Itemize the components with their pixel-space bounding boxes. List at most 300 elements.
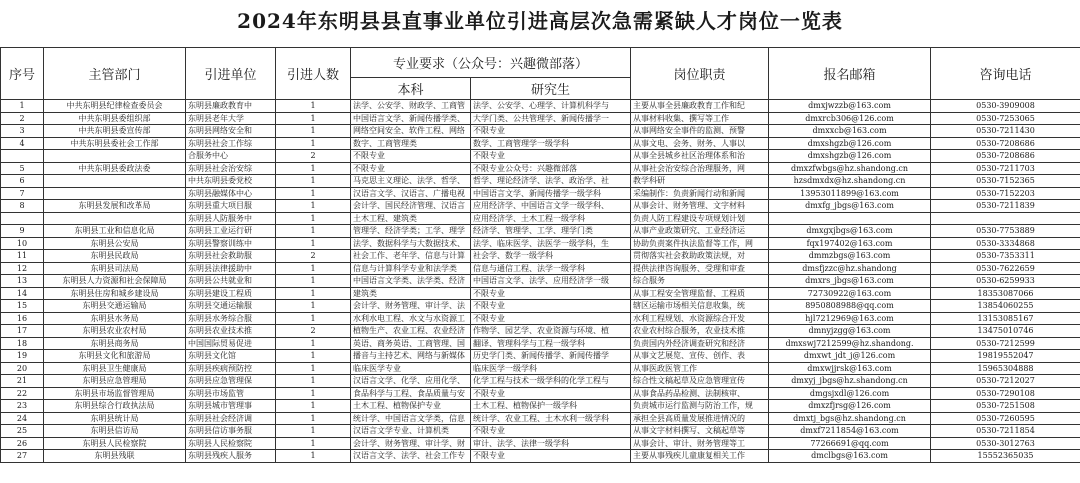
cell-count: 1 [276, 375, 351, 388]
table-row [1, 112, 1080, 125]
cell-unit: 中国国际贸易促进 [186, 337, 276, 350]
cell-duty: 从事文字材料撰写、文稿起草等 [631, 425, 769, 438]
cell-unit: 东明县建设工程质 [186, 287, 276, 300]
table-row [1, 137, 1080, 150]
cell-count: 1 [276, 412, 351, 425]
cell-email[interactable]: dmsfjzzc@hz.shandong [769, 262, 931, 275]
header-unit: 引进单位 [186, 48, 276, 100]
cell-count: 1 [276, 362, 351, 375]
cell-seq: 18 [1, 337, 44, 350]
cell-grad: 不限专业 [471, 125, 631, 138]
cell-dept: 东明县司法局 [44, 262, 186, 275]
cell-phone: 0530-7260595 [931, 412, 1080, 425]
cell-email[interactable]: hzsdmxdx@hz.shandong.cn [769, 175, 931, 188]
cell-unit: 东明县市场监管 [186, 387, 276, 400]
cell-dept: 东明县综合行政执法局 [44, 400, 186, 413]
cell-undergrad: 法学、公安学、财政学、工商管 [351, 100, 471, 113]
cell-seq: 9 [1, 225, 44, 238]
cell-unit: 东明县重大项目服 [186, 200, 276, 213]
header-duty: 岗位职责 [631, 48, 769, 100]
cell-dept: 东明县交通运输局 [44, 300, 186, 313]
cell-unit: 东明县社会救助服 [186, 250, 276, 263]
table-row [1, 412, 1080, 425]
cell-seq: 1 [1, 100, 44, 113]
cell-count: 2 [276, 150, 351, 163]
cell-duty: 提供法律咨询服务、受理和审查 [631, 262, 769, 275]
cell-duty: 从事全县城乡社区治理体系和治 [631, 150, 769, 163]
cell-email[interactable]: 13953011899@163.com [769, 187, 931, 200]
cell-unit: 东明县疾病预防控 [186, 362, 276, 375]
cell-unit: 东明县工业运行研 [186, 225, 276, 238]
cell-phone: 0530-7253065 [931, 112, 1080, 125]
cell-email[interactable]: 8950808988@qq.com [769, 300, 931, 313]
table-row [1, 225, 1080, 238]
cell-undergrad: 法学、数据科学与大数据技术、 [351, 237, 471, 250]
cell-count: 1 [276, 100, 351, 113]
cell-undergrad: 土木工程、植物保护专业 [351, 400, 471, 413]
cell-undergrad: 汉语言文学、化学、应用化学、 [351, 375, 471, 388]
cell-count: 1 [276, 287, 351, 300]
cell-dept: 东明县应急管理局 [44, 375, 186, 388]
cell-duty: 综合服务 [631, 275, 769, 288]
cell-unit: 东明县社会工作综 [186, 137, 276, 150]
cell-phone: 0530-7208686 [931, 150, 1080, 163]
cell-grad: 不限专业 [471, 425, 631, 438]
table-row [1, 262, 1080, 275]
cell-duty: 从事产业政策研究、工业经济运 [631, 225, 769, 238]
table-row [1, 187, 1080, 200]
cell-seq: 24 [1, 412, 44, 425]
cell-grad: 应用经济学、土木工程一级学科 [471, 212, 631, 225]
table-row [1, 325, 1080, 338]
cell-grad: 不限专业 [471, 450, 631, 463]
cell-duty: 主要从事残疾儿童康复相关工作 [631, 450, 769, 463]
cell-seq: 13 [1, 275, 44, 288]
cell-count: 1 [276, 175, 351, 188]
cell-undergrad: 管理学、经济学类；工学、理学 [351, 225, 471, 238]
cell-seq: 26 [1, 437, 44, 450]
cell-duty: 农业农村综合服务，农业技术推 [631, 325, 769, 338]
cell-dept: 东明县市场监督管理局 [44, 387, 186, 400]
cell-unit: 东明县水务综合服 [186, 312, 276, 325]
cell-grad: 中国语言文学、新闻传播学一级学科 [471, 187, 631, 200]
cell-count: 1 [276, 212, 351, 225]
cell-email[interactable]: 77266691@qq.com [769, 437, 931, 450]
cell-phone: 0530-7251508 [931, 400, 1080, 413]
cell-dept: 东明县农业农村局 [44, 325, 186, 338]
table-row [1, 200, 1080, 213]
header-email: 报名邮箱 [769, 48, 931, 100]
cell-undergrad: 汉语言文学、汉语言、广播电视 [351, 187, 471, 200]
cell-undergrad: 汉语言文学专业、计算机类 [351, 425, 471, 438]
cell-duty: 承担全县高质量发展推进情况的 [631, 412, 769, 425]
cell-phone: 0530-7211854 [931, 425, 1080, 438]
cell-email[interactable]: dmxxcb@163.com [769, 125, 931, 138]
cell-seq: 19 [1, 350, 44, 363]
cell-seq: 16 [1, 312, 44, 325]
cell-duty: 协助负责案件执法监督等工作，网 [631, 237, 769, 250]
header-grad: 研究生 [471, 78, 631, 100]
cell-grad: 数学、工商管理学一级学科 [471, 137, 631, 150]
cell-grad: 经济学、管理学、工学、理学门类 [471, 225, 631, 238]
header-major-requirement: 专业要求（公众号：兴趣微部落） [351, 48, 631, 78]
cell-seq: 11 [1, 250, 44, 263]
cell-grad: 中国语言文学、法学、应用经济学一级 [471, 275, 631, 288]
cell-undergrad: 不限专业 [351, 162, 471, 175]
cell-grad: 不限专业 [471, 312, 631, 325]
cell-phone: 0530-7290108 [931, 387, 1080, 400]
cell-email[interactable]: dmxrcb306@126.com [769, 112, 931, 125]
cell-count: 2 [276, 250, 351, 263]
cell-dept: 东明县卫生健康局 [44, 362, 186, 375]
cell-phone: 0530-3909008 [931, 100, 1080, 113]
cell-phone: 13475010746 [931, 325, 1080, 338]
cell-dept: 中共东明县委宣传部 [44, 125, 186, 138]
cell-unit: 东明县信访事务服 [186, 425, 276, 438]
cell-phone: 0530-7353311 [931, 250, 1080, 263]
cell-undergrad: 植物生产、农业工程、农业经济 [351, 325, 471, 338]
header-dept: 主管部门 [44, 48, 186, 100]
cell-seq: 27 [1, 450, 44, 463]
cell-unit: 东明县文化馆 [186, 350, 276, 363]
cell-dept: 东明县文化和旅游局 [44, 350, 186, 363]
cell-dept: 东明县发展和改革局 [44, 200, 186, 213]
cell-undergrad: 网络空间安全、软件工程、网络 [351, 125, 471, 138]
cell-email[interactable]: dmmzbgs@163.com [769, 250, 931, 263]
cell-phone: 15965304888 [931, 362, 1080, 375]
cell-unit: 东明县网络安全和 [186, 125, 276, 138]
cell-dept: 东明县信访局 [44, 425, 186, 438]
cell-email[interactable]: dmxwt_jdt_j@126.com [769, 350, 931, 363]
cell-undergrad: 英语、商务英语、工商管理、国 [351, 337, 471, 350]
cell-duty: 负责城市运行监测与防治工作，规 [631, 400, 769, 413]
job-table [0, 47, 1080, 463]
cell-phone: 13854060255 [931, 300, 1080, 313]
cell-email[interactable]: dmxfg_jbgs@163.com [769, 200, 931, 213]
cell-unit: 东明县残疾人服务 [186, 450, 276, 463]
cell-dept: 东明县统计局 [44, 412, 186, 425]
cell-seq: 5 [1, 162, 44, 175]
cell-grad: 不限专业公众号：兴趣微部落 [471, 162, 631, 175]
cell-count: 1 [276, 400, 351, 413]
cell-count: 1 [276, 300, 351, 313]
cell-count: 1 [276, 437, 351, 450]
table-row [1, 100, 1080, 113]
cell-unit: 东明县应急管理保 [186, 375, 276, 388]
cell-grad: 土木工程、植物保护一级学科 [471, 400, 631, 413]
table-row [1, 337, 1080, 350]
cell-undergrad: 中国语言文学类、法学类、经济 [351, 275, 471, 288]
table-row [1, 425, 1080, 438]
cell-seq [1, 212, 44, 225]
cell-seq: 15 [1, 300, 44, 313]
cell-undergrad: 临床医学专业 [351, 362, 471, 375]
cell-grad: 不限专业 [471, 300, 631, 313]
cell-grad: 审计、法学、法律一级学科 [471, 437, 631, 450]
cell-seq: 7 [1, 187, 44, 200]
cell-undergrad: 汉语言文学、法学、社会工作专 [351, 450, 471, 463]
cell-undergrad: 不限专业 [351, 150, 471, 163]
cell-duty: 采编制作：负责新闻行动和新闻 [631, 187, 769, 200]
table-row [1, 400, 1080, 413]
cell-grad: 统计学、农业工程、土木水利一级学科 [471, 412, 631, 425]
cell-duty: 从事医政医管工作 [631, 362, 769, 375]
document-title: 2024年东明县县直事业单位引进高层次急需紧缺人才岗位一览表 [237, 9, 843, 33]
cell-dept: 中共东明县纪律检查委员会 [44, 100, 186, 113]
cell-duty: 从事会计、财务管理、文字材料 [631, 200, 769, 213]
cell-email[interactable]: dmnyjzgg@163.com [769, 325, 931, 338]
table-row [1, 387, 1080, 400]
cell-grad: 化学工程与技术一级学科的化学工程与 [471, 375, 631, 388]
cell-undergrad: 社会工作、老年学、信息与计算 [351, 250, 471, 263]
cell-unit: 东明县农业技术推 [186, 325, 276, 338]
cell-email[interactable]: dmclbgs@163.com [769, 450, 931, 463]
cell-dept: 东明县住房和城乡建设局 [44, 287, 186, 300]
cell-dept: 东明县人民检察院 [44, 437, 186, 450]
cell-grad: 法学、公安学、心理学、计算机科学与 [471, 100, 631, 113]
cell-undergrad: 土木工程、建筑类 [351, 212, 471, 225]
table-row [1, 250, 1080, 263]
cell-unit: 东明县融媒体中心 [186, 187, 276, 200]
cell-count: 1 [276, 162, 351, 175]
cell-phone: 0530-3012763 [931, 437, 1080, 450]
cell-count: 1 [276, 275, 351, 288]
cell-seq: 22 [1, 387, 44, 400]
cell-undergrad: 会计学、财务管理、审计学、法 [351, 300, 471, 313]
cell-count: 1 [276, 237, 351, 250]
cell-dept: 东明县工业和信息化局 [44, 225, 186, 238]
cell-count: 2 [276, 325, 351, 338]
cell-email[interactable]: dmxgxjbgs@163.com [769, 225, 931, 238]
cell-dept: 东明县民政局 [44, 250, 186, 263]
cell-phone: 0530-7211703 [931, 162, 1080, 175]
cell-seq: 8 [1, 200, 44, 213]
table-row [1, 350, 1080, 363]
cell-count: 1 [276, 200, 351, 213]
header-seq: 序号 [1, 48, 44, 100]
header-phone: 咨询电话 [931, 48, 1080, 100]
cell-phone: 0530-6259933 [931, 275, 1080, 288]
table-row [1, 150, 1080, 163]
cell-unit: 东明县城市管理事 [186, 400, 276, 413]
cell-grad: 不限专业 [471, 387, 631, 400]
cell-unit: 东明县警察训练中 [186, 237, 276, 250]
cell-grad: 信息与通信工程、法学一级学科 [471, 262, 631, 275]
cell-email[interactable]: fqx197402@163.com [769, 237, 931, 250]
cell-undergrad: 数字、工商管理类 [351, 137, 471, 150]
cell-grad: 临床医学一级学科 [471, 362, 631, 375]
cell-email[interactable]: dmxswj7212599@hz.shandong. [769, 337, 931, 350]
cell-duty: 负责人防工程建设专项规划计划 [631, 212, 769, 225]
cell-count: 1 [276, 112, 351, 125]
cell-email[interactable]: dmxf7211854@163.com [769, 425, 931, 438]
cell-duty: 从事网络安全事件的监测、预警 [631, 125, 769, 138]
cell-email[interactable]: hjl7212969@163.com [769, 312, 931, 325]
cell-grad: 法学、临床医学、法医学一级学科，生 [471, 237, 631, 250]
cell-count: 1 [276, 187, 351, 200]
cell-unit: 东明县交通运输服 [186, 300, 276, 313]
table-row [1, 375, 1080, 388]
cell-dept: 中共东明县委组织部 [44, 112, 186, 125]
cell-count: 1 [276, 425, 351, 438]
cell-count: 1 [276, 337, 351, 350]
cell-undergrad: 播音与主持艺术、网络与新媒体 [351, 350, 471, 363]
cell-phone: 0530-7211430 [931, 125, 1080, 138]
header-undergrad: 本科 [351, 78, 471, 100]
cell-count: 1 [276, 225, 351, 238]
cell-undergrad: 水利水电工程、水文与水资源工 [351, 312, 471, 325]
cell-count: 1 [276, 262, 351, 275]
cell-dept: 东明县公安局 [44, 237, 186, 250]
cell-duty: 综合性文稿起草及应急管理宣传 [631, 375, 769, 388]
cell-grad: 历史学门类、新闻传播学、新闻传播学 [471, 350, 631, 363]
cell-duty: 教学科研 [631, 175, 769, 188]
cell-undergrad: 统计学、中国语言文学类，信息 [351, 412, 471, 425]
cell-email[interactable]: dmxyj_jbgs@hz.shandong.cn [769, 375, 931, 388]
cell-grad: 社会学、数学一级学科 [471, 250, 631, 263]
cell-count: 1 [276, 387, 351, 400]
cell-duty: 从事材料收集、撰写等工作 [631, 112, 769, 125]
cell-dept: 中共东明县委政法委 [44, 162, 186, 175]
cell-seq: 10 [1, 237, 44, 250]
table-row [1, 212, 1080, 225]
cell-dept: 东明县人力资源和社会保障局 [44, 275, 186, 288]
cell-grad: 大学门类、公共管理学、新闻传播学一 [471, 112, 631, 125]
table-row [1, 312, 1080, 325]
cell-seq [1, 150, 44, 163]
table-row [1, 300, 1080, 313]
cell-email[interactable]: dmxzfjrsg@126.com [769, 400, 931, 413]
cell-dept [44, 150, 186, 163]
cell-grad: 作物学、园艺学、农业资源与环境、植 [471, 325, 631, 338]
cell-undergrad: 会计学、国民经济管理、汉语言 [351, 200, 471, 213]
cell-unit: 东明县人民检察院 [186, 437, 276, 450]
cell-email[interactable]: dmxtj_bgs@hz.shandong.cn [769, 412, 931, 425]
cell-phone: 19819552047 [931, 350, 1080, 363]
cell-grad: 不限专业 [471, 287, 631, 300]
cell-dept [44, 212, 186, 225]
cell-duty: 从事会计、审计、财务管理等工 [631, 437, 769, 450]
cell-unit: 东明县廉政教育中 [186, 100, 276, 113]
cell-count: 1 [276, 137, 351, 150]
cell-phone: 0530-7208686 [931, 137, 1080, 150]
cell-unit: 东明县社会治安综 [186, 162, 276, 175]
cell-dept [44, 175, 186, 188]
cell-undergrad: 马克思主义理论、法学、哲学、 [351, 175, 471, 188]
table-row [1, 125, 1080, 138]
cell-seq: 6 [1, 175, 44, 188]
cell-phone: 0530-7212027 [931, 375, 1080, 388]
table-row [1, 362, 1080, 375]
cell-unit: 中共东明县委党校 [186, 175, 276, 188]
cell-duty: 从事工程安全管理监督、工程质 [631, 287, 769, 300]
cell-duty: 贯彻落实社会救助政策法规，对 [631, 250, 769, 263]
cell-count: 1 [276, 450, 351, 463]
cell-duty: 主要从事全县廉政教育工作和纪 [631, 100, 769, 113]
cell-email[interactable] [769, 212, 931, 225]
cell-email[interactable]: dmgsjxdl@126.com [769, 387, 931, 400]
cell-phone: 0530-7152365 [931, 175, 1080, 188]
cell-undergrad: 食品科学与工程、食品质量与安 [351, 387, 471, 400]
cell-seq: 4 [1, 137, 44, 150]
table-row [1, 237, 1080, 250]
cell-phone: 0530-7212599 [931, 337, 1080, 350]
cell-email[interactable]: dmxshgzb@126.com [769, 150, 931, 163]
cell-phone: 0530-7753889 [931, 225, 1080, 238]
table-row [1, 162, 1080, 175]
cell-dept: 东明县残联 [44, 450, 186, 463]
cell-unit: 东明县老年大学 [186, 112, 276, 125]
cell-duty: 从事文电、会务、财务、人事以 [631, 137, 769, 150]
cell-grad: 不限专业 [471, 150, 631, 163]
cell-phone: 18353087066 [931, 287, 1080, 300]
cell-email[interactable]: dmxshgzb@126.com [769, 137, 931, 150]
cell-phone [931, 212, 1080, 225]
cell-seq: 17 [1, 325, 44, 338]
cell-undergrad: 信息与计算科学专业和法学类 [351, 262, 471, 275]
cell-count: 1 [276, 350, 351, 363]
cell-duty: 从事社会治安综合治理服务，网 [631, 162, 769, 175]
cell-unit: 东明县公共就业和 [186, 275, 276, 288]
cell-phone: 0530-3334868 [931, 237, 1080, 250]
table-row [1, 275, 1080, 288]
cell-dept: 东明县商务局 [44, 337, 186, 350]
cell-email[interactable]: 72730922@163.com [769, 287, 931, 300]
cell-grad: 翻译、管理科学与工程一级学科 [471, 337, 631, 350]
table-row [1, 287, 1080, 300]
cell-email[interactable]: dmxwjjrsk@163.com [769, 362, 931, 375]
cell-undergrad: 会计学、财务管理、审计学、财 [351, 437, 471, 450]
cell-count: 1 [276, 312, 351, 325]
cell-duty: 水利工程规划、水资源综合开发 [631, 312, 769, 325]
cell-grad: 应用经济学、中国语言文学一级学科、 [471, 200, 631, 213]
header-count: 引进人数 [276, 48, 351, 100]
table-row [1, 450, 1080, 463]
table-body [1, 100, 1080, 463]
cell-seq: 20 [1, 362, 44, 375]
cell-seq: 12 [1, 262, 44, 275]
cell-phone: 0530-7622659 [931, 262, 1080, 275]
cell-count: 1 [276, 125, 351, 138]
cell-email[interactable]: dmxzfwbgs@hz.shandong.cn [769, 162, 931, 175]
cell-phone: 0530-7152203 [931, 187, 1080, 200]
cell-duty: 从事食品药品检测、法制核审、 [631, 387, 769, 400]
cell-email[interactable]: dmxrs_jbgs@163.com [769, 275, 931, 288]
cell-phone: 15552365035 [931, 450, 1080, 463]
cell-seq: 2 [1, 112, 44, 125]
cell-unit: 合服务中心 [186, 150, 276, 163]
cell-seq: 23 [1, 400, 44, 413]
cell-seq: 25 [1, 425, 44, 438]
cell-unit: 东明县法律援助中 [186, 262, 276, 275]
cell-undergrad: 中国语言文学、新闻传播学类、 [351, 112, 471, 125]
cell-dept: 中共东明县委社会工作部 [44, 137, 186, 150]
cell-unit: 东明县社会经济调 [186, 412, 276, 425]
cell-seq: 3 [1, 125, 44, 138]
cell-unit: 东明县人防服务中 [186, 212, 276, 225]
cell-dept: 东明县水务局 [44, 312, 186, 325]
cell-seq: 14 [1, 287, 44, 300]
cell-undergrad: 建筑类 [351, 287, 471, 300]
cell-grad: 哲学、理论经济学、法学、政治学、社 [471, 175, 631, 188]
table-row [1, 437, 1080, 450]
cell-email[interactable]: dmxjwzzb@163.com [769, 100, 931, 113]
cell-phone: 0530-7211839 [931, 200, 1080, 213]
cell-duty: 负责国内外经济调查研究和经济 [631, 337, 769, 350]
cell-duty: 从事文艺展览、宣传、创作、表 [631, 350, 769, 363]
cell-phone: 13153085167 [931, 312, 1080, 325]
cell-dept [44, 187, 186, 200]
